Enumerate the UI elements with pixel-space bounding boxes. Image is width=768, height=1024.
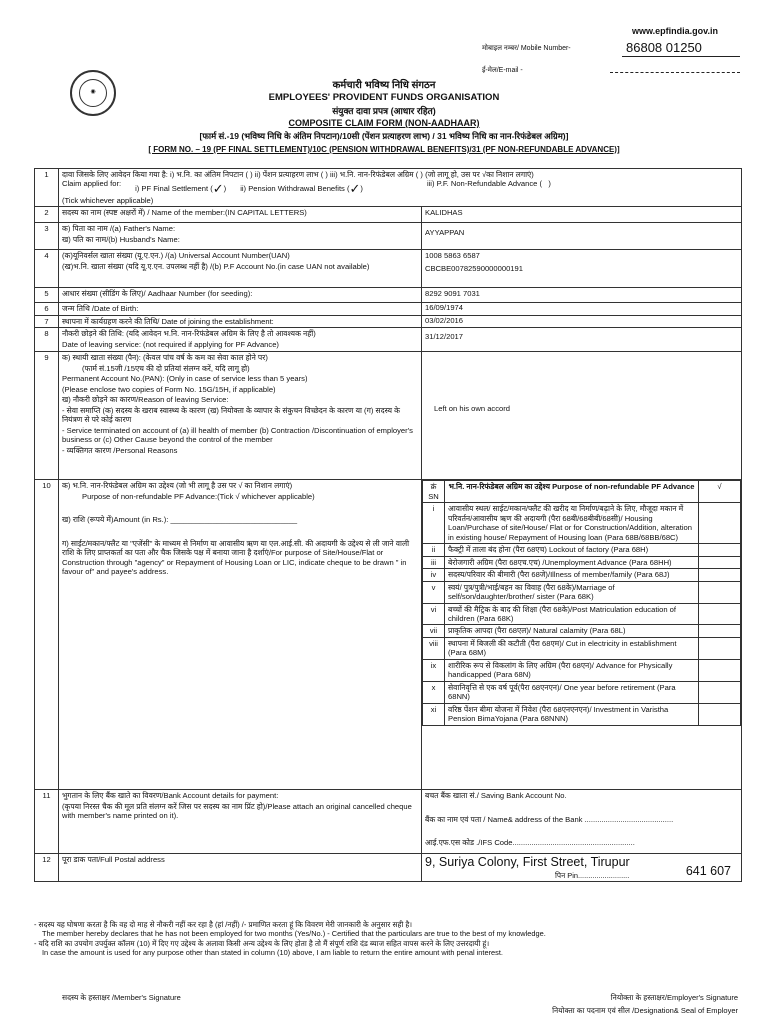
declaration-english: The member hereby declares that he has not been employed for two months (Yes/No.) - Certified that the particulars are true to the best of my knowledge. bbox=[42, 929, 546, 939]
row-doj bbox=[35, 315, 742, 327]
pan-form-note: (Please enclose two copies of Form No. 15G/15H, if applicable) bbox=[62, 384, 276, 394]
employer-signature: नियोक्ता के हस्ताक्षर/Employer's Signature bbox=[610, 993, 738, 1002]
claim-note: (Tick whichever applicable) bbox=[62, 195, 154, 205]
dol-label-cell bbox=[59, 328, 422, 352]
liability-hindi: - यदि राशि का उपयोग उपर्युक्त कॉलम (10) में दिए गए उद्देश्य के अलावा किसी अन्य उद्देश्य के लिए होता है तो मैं संपूर्ण राशि दंड ब्याज सहित वापस करने के लिए उत्तरदायी हूं। bbox=[34, 938, 490, 948]
ifs-code-field[interactable]: आई.एफ.एस कोड ./IFS Code.......................................................... bbox=[425, 838, 635, 848]
advance-item-text: बेरोजगारी अग्रिम (पैरा 68एच.एच) /Unemployment Advance (Para 68HH) bbox=[445, 556, 699, 568]
advance-item-sn: iv bbox=[423, 569, 445, 581]
pin-label: पिन Pin......................... bbox=[555, 870, 630, 880]
advance-purpose-table bbox=[422, 480, 741, 726]
row-number: 12 bbox=[35, 854, 59, 882]
option-pension[interactable] bbox=[240, 179, 363, 195]
member-name-value[interactable]: KALIDHAS bbox=[422, 207, 742, 223]
employer-seal: नियोक्ता का पदनाम एवं सील /Designation& Seal of Employer bbox=[552, 1006, 738, 1015]
reason-value[interactable]: Left on his own accord bbox=[422, 352, 742, 480]
advance-items bbox=[423, 503, 741, 726]
pan-reason-label-cell bbox=[59, 352, 422, 480]
row-number: 8 bbox=[35, 328, 59, 352]
row-number: 1 bbox=[35, 169, 59, 207]
org-title-english: EMPLOYEES' PROVIDENT FUNDS ORGANISATION bbox=[268, 92, 500, 103]
uan-value[interactable]: 1008 5863 6587 bbox=[425, 251, 480, 261]
advance-item-text: आवासीय स्थल/ साईट/मकान/फ्लैट की खरीद या निर्माण/बढ़ाने के लिए, मौजूदा मकान में परिवर्तन/आवासीय ऋण की अदायगी (पैरा 68बी/68बीबी/68सी)/ Housing Loan/Purchase of site/House/ Flat or for Construction/Addition, alteration in existing house/ Repayment of Housing loan (Para 68B/68BB/68C) bbox=[445, 503, 699, 544]
row-father-name bbox=[35, 223, 742, 250]
row-claim-type bbox=[35, 169, 742, 207]
father-name-label: क) पिता का नाम /(a) Father's Name: bbox=[62, 224, 176, 234]
advance-item-tick-box[interactable] bbox=[699, 703, 741, 725]
pan-label-hindi: क) स्थायी खाता संख्या (पैन): (केवल पांच वर्ष के कम का सेवा काल होने पर) bbox=[62, 353, 268, 363]
member-name-label: सदस्य का नाम (स्पष्ट अक्षरों में) / Name of the member:(IN CAPITAL LETTERS) bbox=[59, 207, 422, 223]
postal-address-label: पूरा डाक पता/Full Postal address bbox=[59, 854, 422, 882]
option-advance-label: iii) P.F. Non-Refundable Advance ( bbox=[426, 179, 543, 189]
org-title-hindi: कर्मचारी भविष्य निधि संगठन bbox=[332, 80, 436, 91]
row-number: 7 bbox=[35, 315, 59, 327]
advance-item-sn: x bbox=[423, 681, 445, 703]
father-name-label-cell bbox=[59, 223, 422, 250]
advance-item-tick-box[interactable] bbox=[699, 544, 741, 556]
reason-label: ख) नौकरी छोड़ने का कारण/Reason of leaving Service: bbox=[62, 395, 229, 405]
dol-value[interactable]: 31/12/2017 bbox=[422, 328, 742, 352]
uan-label: (क)यूनिवर्सल खाता संख्या (यू.ए.एन.) /(a) Universal Account Number(UAN) bbox=[62, 251, 290, 261]
advance-item-sn: v bbox=[423, 581, 445, 603]
claim-type-hindi: दावा जिसके लिए आवेदन किया गया है: i) भ.नि. का अंतिम निपटान ( ) ii) पेंशन प्रत्याहरण लाभ ( ) iii) भ.नि. नान-रिफंडेबल अग्रिम ( ) (जो लागू हो, उस पर √का निशान लगाएं) bbox=[62, 170, 534, 179]
advance-item-text: सेवानिवृत्ति से एक वर्ष पूर्व(पैरा 68एनएन)/ One year before retirement (Para 68NN) bbox=[445, 681, 699, 703]
advance-purpose-cell bbox=[422, 480, 742, 790]
reason-option-terminated: - Service terminated on account of (a) ill health of member (b) Contraction /Discontinuation of employer's business or (c) Other Cause beyond the control of the member bbox=[62, 425, 413, 445]
advance-item-text: फैक्ट्री में ताला बंद होना (पैरा 68एच) Lockout of factory (Para 68H) bbox=[445, 544, 699, 556]
email-line bbox=[610, 72, 740, 73]
advance-item-text: सदस्य/परिवार की बीमारी (पैरा 68जे)/Illness of member/family (Para 68J) bbox=[445, 569, 699, 581]
aadhaar-value[interactable]: 8292 9091 7031 bbox=[422, 288, 742, 303]
option-pf-final[interactable] bbox=[135, 179, 226, 195]
pin-value[interactable]: 641 607 bbox=[685, 864, 732, 879]
row-number: 10 bbox=[35, 480, 59, 790]
dob-label: जन्म तिथि /Date of Birth: bbox=[59, 303, 422, 315]
pf-account-label: (ख)भ.नि. खाता संख्या (यदि यू.ए.एन. उपलब्ध नहीं है) /(b) P.F Account No.(in case UAN not available) bbox=[62, 261, 370, 271]
advance-item-row[interactable] bbox=[423, 703, 741, 725]
advance-item-text: बच्चों की मैट्रिक के बाद की शिक्षा (पैरा 68के)/Post Matriculation education of children (Para 68K) bbox=[445, 603, 699, 625]
advance-item-tick-box[interactable] bbox=[699, 556, 741, 568]
advance-item-row[interactable] bbox=[423, 581, 741, 603]
advance-item-row[interactable] bbox=[423, 603, 741, 625]
advance-item-tick-box[interactable] bbox=[699, 637, 741, 659]
uan-label-cell bbox=[59, 250, 422, 288]
advance-item-row[interactable] bbox=[423, 681, 741, 703]
advance-item-text: शारीरिक रूप से विकलांग के लिए अग्रिम (पैरा 68एन)/ Advance for Physically handicapped (Para 68N) bbox=[445, 659, 699, 681]
option-advance[interactable] bbox=[427, 179, 551, 195]
advance-item-sn: xi bbox=[423, 703, 445, 725]
advance-label-cell bbox=[59, 480, 422, 790]
row-aadhaar bbox=[35, 288, 742, 303]
advance-purpose-label: Purpose of non-refundable PF Advance:(Tick √ whichever applicable) bbox=[82, 491, 315, 501]
advance-item-tick-box[interactable] bbox=[699, 603, 741, 625]
header-sn: क्रं SN bbox=[423, 481, 445, 503]
advance-purpose-hindi: क) भ.नि. नान-रिफंडेबल अग्रिम का उद्देश्य (जो भी लागू है उस पर √ का निशान लगाएं) bbox=[62, 481, 293, 491]
doj-label: स्थापना में कार्यग्रहण करने की तिथि/ Date of joining the establishment: bbox=[59, 315, 422, 327]
advance-item-text: प्राकृतिक आपदा (पैरा 68एल)/ Natural calamity (Para 68L) bbox=[445, 625, 699, 637]
option-pension-label: ii) Pension Withdrawal Benefits ( bbox=[240, 184, 350, 194]
form-title-hindi: संयुक्त दावा प्रपत्र (आधार रहित) bbox=[332, 106, 436, 116]
advance-item-tick-box[interactable] bbox=[699, 625, 741, 637]
claim-form-table bbox=[34, 168, 742, 882]
aadhaar-label: आधार संख्या (सीडिंग के लिए)/ Aadhaar Number (for seeding): bbox=[59, 288, 422, 303]
advance-item-row[interactable] bbox=[423, 569, 741, 581]
row-number: 11 bbox=[35, 790, 59, 854]
advance-item-row[interactable] bbox=[423, 625, 741, 637]
row-advance-purpose bbox=[35, 480, 742, 790]
row-uan bbox=[35, 250, 742, 288]
uan-value-cell bbox=[422, 250, 742, 288]
mobile-value: 86808 01250 bbox=[622, 40, 740, 57]
advance-item-tick-box[interactable] bbox=[699, 581, 741, 603]
declaration-block bbox=[34, 920, 741, 957]
form-number-english: [ FORM NO. – 19 (PF FINAL SETTLEMENT)/10C (PENSION WITHDRAWAL BENEFITS)/31 (PF NON-REFUNDABLE ADVANCE)] bbox=[148, 145, 620, 154]
pan-label: Permanent Account No.(PAN): (Only in case of service less than 5 years) bbox=[62, 374, 308, 384]
liability-english: In case the amount is used for any purpose other than stated in column (10) above, I am liable to return the entire amount with penal interest. bbox=[42, 947, 503, 957]
option-close: ) bbox=[360, 184, 363, 194]
reason-option-hindi: - सेवा समाप्ति (क) सदस्य के खराब स्वास्थ्य के कारण (ख) नियोक्ता के व्यापार के संकुचन विच्छेदन के कारण या (ग) सदस्य के नियंत्रण से परे कोई कारण bbox=[62, 405, 400, 425]
email-label: ई-मेल/E-mail - bbox=[482, 67, 523, 74]
advance-item-sn: vii bbox=[423, 625, 445, 637]
advance-item-sn: ix bbox=[423, 659, 445, 681]
advance-item-tick-box[interactable] bbox=[699, 681, 741, 703]
advance-item-text: स्थापना में बिजली की कटौती (पैरा 68एम)/ Cut in electricity in establishment (Para 68M) bbox=[445, 637, 699, 659]
father-name-value[interactable]: AYYAPPAN bbox=[422, 223, 742, 250]
row-number: 5 bbox=[35, 288, 59, 303]
advance-item-sn: vi bbox=[423, 603, 445, 625]
husband-name-label: ख) पति का नाम/(b) Husband's Name: bbox=[62, 234, 180, 244]
bank-note: (कृपया निरस्त चैक की मूल प्रति संलग्न करें जिस पर सदस्य का नाम प्रिंट हो)/Please attach an original cancelled cheque with member's name printed on it). bbox=[62, 801, 412, 821]
advance-item-row[interactable] bbox=[423, 544, 741, 556]
advance-item-tick-box[interactable] bbox=[699, 659, 741, 681]
advance-item-tick-box[interactable] bbox=[699, 503, 741, 544]
claim-label: Claim applied for: bbox=[62, 179, 122, 189]
postal-address-value[interactable]: 9, Suriya Colony, First Street, Tirupur bbox=[425, 855, 630, 870]
row-postal-address bbox=[35, 854, 742, 882]
bank-label-cell bbox=[59, 790, 422, 854]
tick-icon: ✓ bbox=[349, 181, 361, 197]
form-number-hindi: [फार्म सं.-19 (भविष्य निधि के अंतिम निपटान)/10सी (पेंशन प्रत्याहरण लाभ) / 31 भविष्य निधि का नान-रिफंडेबल अग्रिम)] bbox=[199, 131, 569, 141]
advance-item-row[interactable] bbox=[423, 556, 741, 568]
claim-options bbox=[62, 179, 738, 195]
row-number: 9 bbox=[35, 352, 59, 480]
advance-header-row bbox=[423, 481, 741, 503]
saving-account-field[interactable]: बचत बैंक खाता सं./ Saving Bank Account No. bbox=[425, 791, 567, 801]
pan-form-hindi: (फार्म सं.15जी /15एच की दो प्रतियां संलग्न करें, यदि लागू हो) bbox=[82, 363, 250, 373]
form-title-english: COMPOSITE CLAIM FORM (NON-AADHAAR) bbox=[288, 118, 480, 128]
amount-label: ख) राशि (रूपये में)Amount (in Rs.): ______________________________ bbox=[62, 515, 298, 525]
advance-item-row[interactable] bbox=[423, 659, 741, 681]
row-number: 3 bbox=[35, 223, 59, 250]
option-pf-final-label: i) PF Final Settlement ( bbox=[135, 184, 213, 194]
postal-address-cell bbox=[422, 854, 742, 882]
row-number: 2 bbox=[35, 207, 59, 223]
option-close: ) bbox=[223, 184, 227, 194]
advance-item-row[interactable] bbox=[423, 637, 741, 659]
dob-value[interactable]: 16/09/1974 bbox=[422, 303, 742, 315]
emblem-inner: ◉ bbox=[79, 79, 107, 107]
bank-fields-cell bbox=[422, 790, 742, 854]
row-pan-reason bbox=[35, 352, 742, 480]
advance-item-text: वरिष्ठ पेंशन बीमा योजना में निवेश (पैरा 68एनएनएन)/ Investment in Varistha Pension BimaYojana (Para 68NNN) bbox=[445, 703, 699, 725]
dol-label-hindi: नौकरी छोड़ने की तिथि: (यदि आवेदन भ.नि. नान-रिफंडेबल अग्रिम के लिए है तो आवश्यक नहीं) bbox=[62, 329, 316, 339]
website-url: www.epfindia.gov.in bbox=[631, 26, 718, 36]
reason-option-personal: - व्यक्तिगत कारण /Personal Reasons bbox=[62, 445, 178, 455]
advance-item-row[interactable] bbox=[423, 503, 741, 544]
pf-account-value[interactable]: CBCBE00782590000000191 bbox=[425, 263, 523, 273]
row-number: 4 bbox=[35, 250, 59, 288]
row-number: 6 bbox=[35, 303, 59, 315]
header-purpose: भ.नि. नान-रिफंडेबल अग्रिम का उद्देश्य Purpose of non-refundable PF Advance bbox=[445, 481, 699, 503]
header-tick: √ bbox=[699, 481, 741, 503]
claim-type-cell bbox=[59, 169, 742, 207]
advance-item-text: स्वयं/ पुत्र/पुत्री/भाई/बहन का विवाह (पैरा 68के)/Marriage of self/son/daughter/brother/ sister (Para 68K) bbox=[445, 581, 699, 603]
advance-item-sn: viii bbox=[423, 637, 445, 659]
payee-address-label: ग) साईट/मकान/फ्लैट या "एजेंसी" के माध्यम से निर्माण या आवासीय ऋण या एल.आई.सी. की अदायगी के उद्देश्य से ली जाने वाली राशि के लिए प्राप्तकर्ता का पता और चैक जिसके पक्ष में बनाया जाना है दर्शाएं/For purpose of Site/House/Flat or Construction through "agency" or Repayment of Housing Loan or LIC, indicate cheque to be drawn " in favour of" and payee's address. bbox=[62, 538, 410, 577]
bank-name-field[interactable]: बैंक का नाम एवं पता / Name& address of the Bank .......................................... bbox=[425, 814, 674, 824]
mobile-label: मोबाइल नम्बर/ Mobile Number- bbox=[482, 45, 571, 52]
row-member-name bbox=[35, 207, 742, 223]
bank-label: भुगतान के लिए बैंक खाते का विवरण/Bank Account details for payment: bbox=[62, 791, 279, 801]
row-dol bbox=[35, 328, 742, 352]
option-close: ) bbox=[548, 179, 551, 189]
row-bank-details bbox=[35, 790, 742, 854]
advance-item-sn: iii bbox=[423, 556, 445, 568]
row-dob bbox=[35, 303, 742, 315]
declaration-hindi: - सदस्य यह घोषणा करता है कि वह दो माह से नौकरी नहीं कर रहा है (हां /नहीं) /- प्रमाणित करता हूं कि विवरण मेरी जानकारी के अनुसार सही है। bbox=[34, 920, 413, 929]
tick-icon: ✓ bbox=[212, 181, 224, 197]
dol-label: Date of leaving service: (not required if applying for PF Advance) bbox=[62, 339, 279, 349]
advance-item-sn: i bbox=[423, 503, 445, 544]
advance-item-sn: ii bbox=[423, 544, 445, 556]
member-signature: सदस्य के हस्ताक्षर /Member's Signature bbox=[62, 993, 181, 1002]
advance-item-tick-box[interactable] bbox=[699, 569, 741, 581]
doj-value[interactable]: 03/02/2016 bbox=[422, 315, 742, 327]
